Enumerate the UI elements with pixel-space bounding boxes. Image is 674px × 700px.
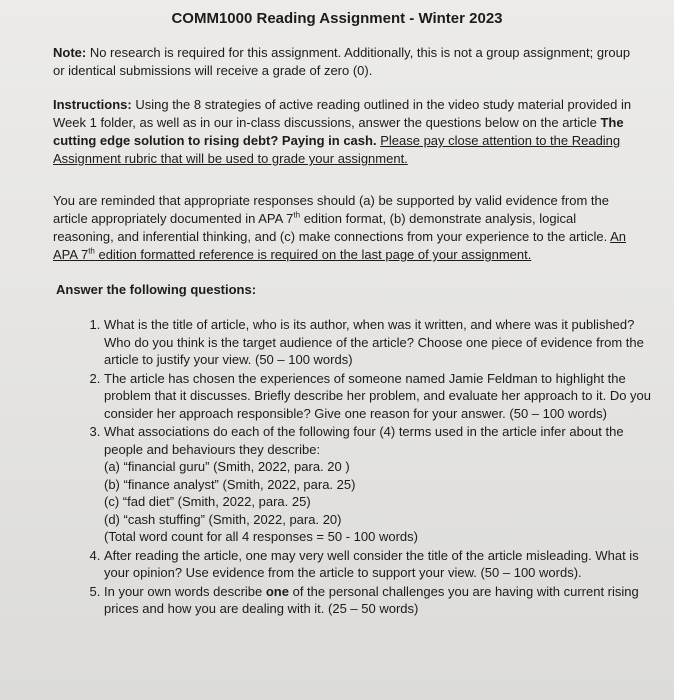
term-c: (c) “fad diet” (Smith, 2022, para. 25) (104, 494, 311, 509)
question-4 (104, 547, 664, 582)
question-5-text-a: In your own words describe (104, 583, 266, 599)
question-4-text: After reading the article, one may very well consider the title of the article misleading. What is your opinion? Use evidence from the article to support your view. (50 – 100 words). (104, 547, 639, 580)
instructions-text: Using the 8 strategies of active reading outlined in the video study material provided in Week 1 folder, as well as in our in-class discussions, answer the questions below on the article (53, 97, 632, 130)
question-5 (104, 583, 664, 618)
note-paragraph (53, 44, 638, 80)
reference-req-a: An APA 7 (53, 229, 627, 262)
question-1 (104, 316, 664, 369)
reminder-paragraph (53, 192, 638, 264)
superscript-th: th (293, 210, 301, 220)
term-d: (d) “cash stuffing” (Smith, 2022, para. 20) (104, 511, 342, 527)
superscript-th-2: th (88, 246, 95, 256)
note-text: No research is required for this assignment. Additionally, this is not a group assignment; group or identical submissions will receive a grade of zero (0). (53, 45, 631, 78)
rubric-note: Please pay close attention to the Reading Assignment rubric that will be used to grade your assignment. (53, 133, 621, 166)
question-3 (104, 423, 664, 546)
note-label: Note: (53, 45, 87, 60)
question-3-text: What associations do each of the following four (4) terms used in the article infer about the people and behaviours they describe: (104, 424, 624, 457)
questions-list (78, 316, 664, 619)
question-5-bold: one (265, 583, 289, 599)
question-5-text-c: prices and how you are dealing with it. (25 – 50 words) (104, 601, 419, 616)
question-2-text: The article has chosen the experiences of someone named Jamie Feldman to highlight the problem that it discusses. Briefly describe her problem, and evaluate her approach to it. Do you consider her approach responsible? Give one reason for your answer. (50 – 100 words) (104, 370, 652, 421)
question-2 (104, 370, 664, 423)
question-5-text-b: of the personal challenges you are having with current rising (288, 583, 639, 599)
question-1-text: What is the title of article, who is its author, when was it written, and where was it published? Who do you think is the target audience of the article? Choose one piece of evidence from the article to justify your view. (50 – 100 words) (104, 317, 644, 367)
instructions-paragraph (53, 96, 638, 168)
instructions-label: Instructions: (53, 97, 132, 112)
questions-heading: Answer the following questions: (56, 282, 257, 297)
term-b: (b) “finance analyst” (Smith, 2022, para. 25) (104, 476, 356, 492)
reference-req-b: edition formatted reference is required on the last page of your assignment. (94, 247, 532, 262)
page-title: COMM1000 Reading Assignment - Winter 2023 (171, 10, 503, 27)
article-title: The cutting edge solution to rising debt? Paying in cash. (53, 115, 624, 148)
reminder-text-a: You are reminded that appropriate responses should (a) be supported by valid evidence from the article appropriately documented in APA 7 (53, 193, 609, 226)
reminder-text-b: edition format, (b) demonstrate analysis, logical reasoning, and inferential thinking, and (c) make connections from your experience to the article. (53, 211, 611, 244)
word-count-note: (Total word count for all 4 responses = 50 - 100 words) (104, 529, 418, 544)
term-a: (a) “financial guru” (Smith, 2022, para. 20 ) (104, 459, 350, 474)
